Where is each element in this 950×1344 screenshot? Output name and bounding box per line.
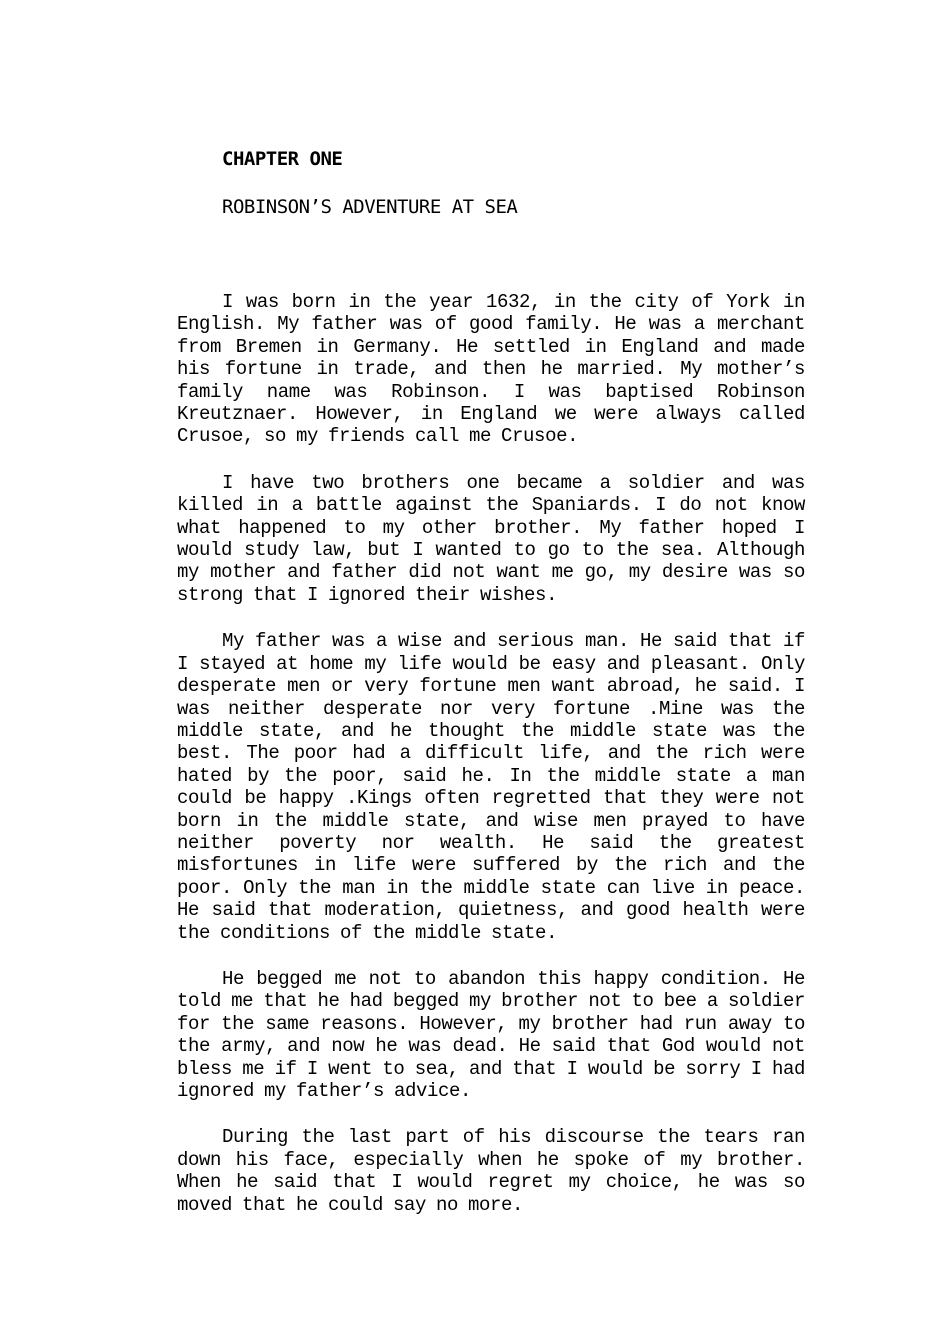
paragraph-3: My father was a wise and serious man. He said that if I stayed at home my life would be easy and pleasant. Only desperate men or very fortune men want abroad, he said. I was neither desperate nor very fortune .Mine was the middle state, and he thought the middle state was the best. The poor had a difficult life, and the rich were hated by the poor, said he. In the middle state a man could be happy .Kings often regretted that they were not born in the middle state, and wise men prayed to have neither poverty nor wealth. He said the greatest misfortunes in life were suffered by the rich and the poor. Only the man in the middle state can live in peace. He said that moderation, quietness, and good health were the conditions of the middle state. <box>177 630 805 944</box>
chapter-title: CHAPTER ONE <box>222 148 343 170</box>
chapter-subtitle: ROBINSON’S ADVENTURE AT SEA <box>222 196 518 218</box>
paragraph-1: I was born in the year 1632, in the city of York in English. My father was of good family. He was a merchant from Bremen in Germany. He settled in England and made his fortune in trade, and then he married. My mother’s family name was Robinson. I was baptised Robinson Kreutznaer. However, in England we were always called Crusoe, so my friends call me Crusoe. <box>177 291 805 448</box>
paragraph-2: I have two brothers one became a soldier and was killed in a battle against the Spaniards. I do not know what happened to my other brother. My father hoped I would study law, but I wanted to go to the sea. Although my mother and father did not want me go, my desire was so strong that I ignored their wishes. <box>177 471 805 606</box>
paragraph-4: He begged me not to abandon this happy condition. He told me that he had begged my brother not to bee a soldier for the same reasons. However, my brother had run away to the army, and now he was dead. He said that God would not bless me if I went to sea, and that I would be sorry I had ignored my father’s advice. <box>177 967 805 1102</box>
paragraph-5: During the last part of his discourse the tears ran down his face, especially when he spoke of my brother. When he said that I would regret my choice, he was so moved that he could say no more. <box>177 1126 805 1216</box>
body-text <box>177 291 805 1240</box>
